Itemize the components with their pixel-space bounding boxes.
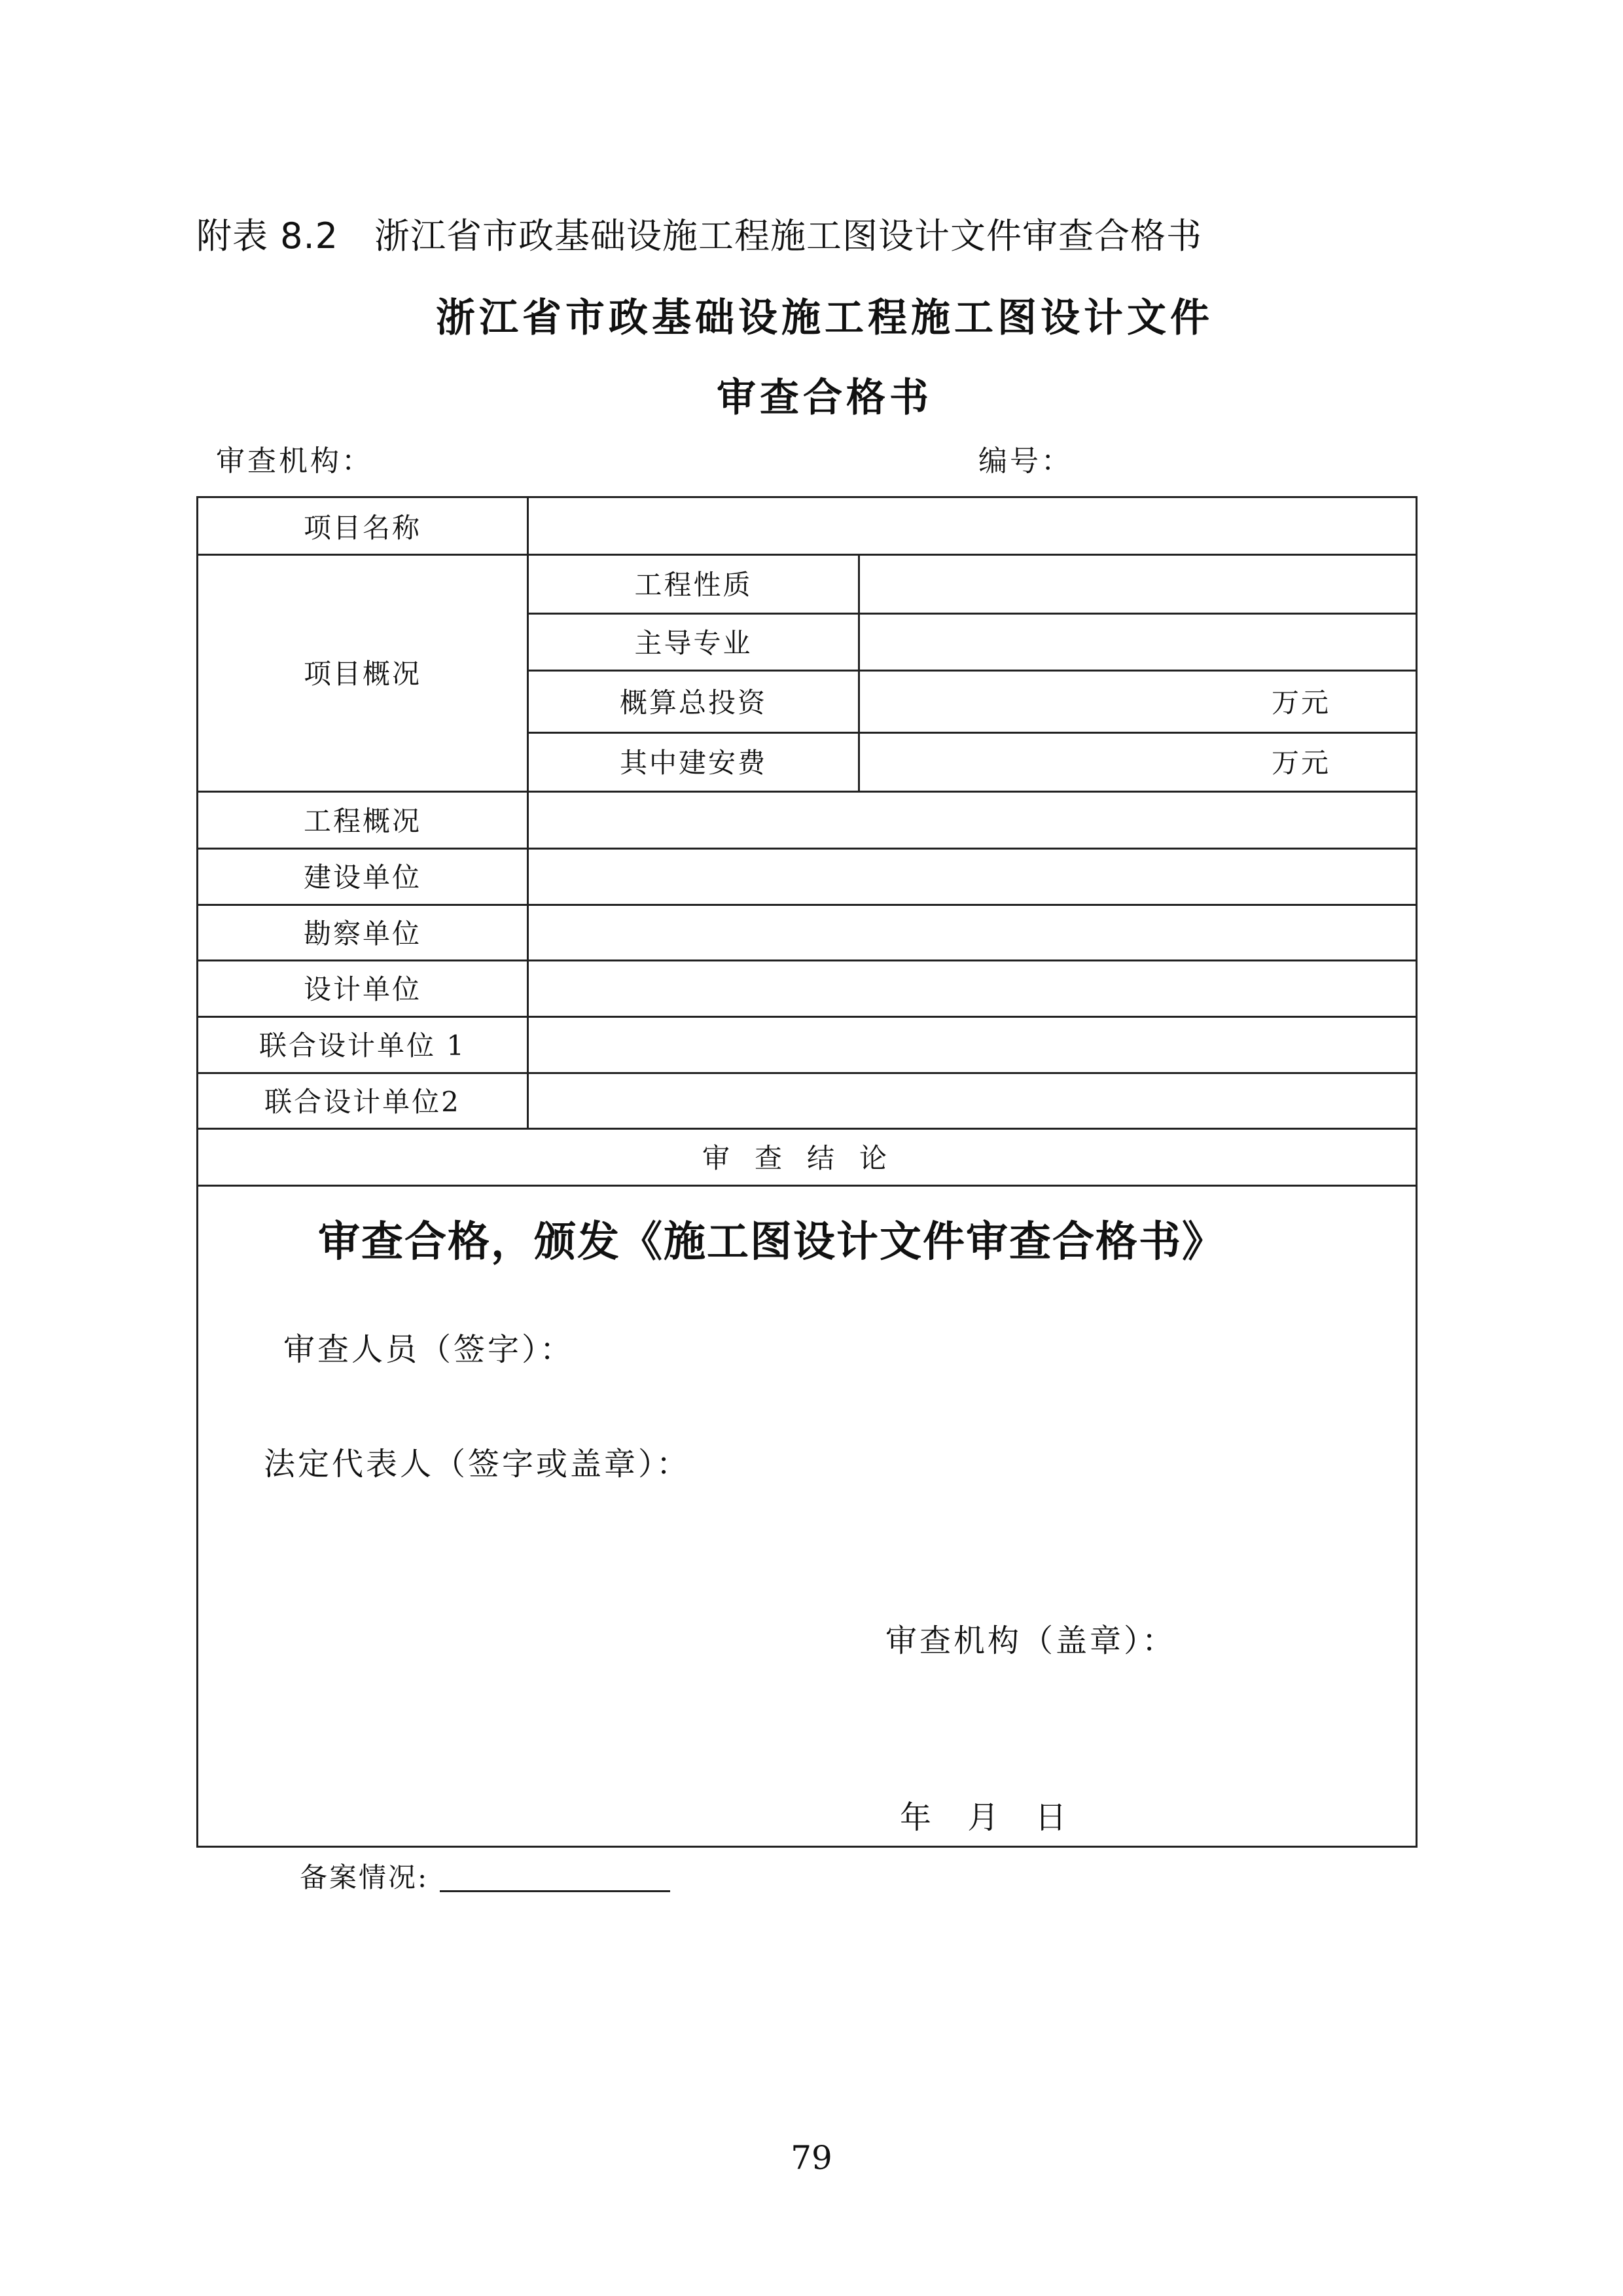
document-title-line2: 审查合格书: [717, 375, 933, 421]
construction-cost-unit: 万元: [1272, 747, 1331, 779]
project-name-label: 项目名称: [303, 511, 421, 544]
number-label: 编号：: [978, 444, 1073, 478]
joint-design-unit-1-label: 联合设计单位 1: [259, 1030, 467, 1062]
filing-status-label: 备案情况:: [300, 1861, 429, 1893]
legal-representative-label: 法定代表人（签字或盖章）：: [264, 1446, 691, 1482]
engineering-nature-field[interactable]: [860, 554, 1416, 613]
date-label: 年 月 日: [900, 1799, 1067, 1836]
construction-cost-label: 其中建安费: [619, 747, 767, 779]
approval-statement: 审查合格，颁发《施工图设计文件审查合格书》: [318, 1218, 1225, 1266]
review-org-label: 审查机构：: [216, 444, 373, 478]
project-overview-label: 项目概况: [303, 658, 421, 690]
page-number: 79: [791, 2139, 832, 2177]
lead-discipline-field[interactable]: [860, 613, 1416, 670]
estimated-investment-label: 概算总投资: [619, 686, 767, 719]
engineering-overview-label: 工程概况: [303, 804, 421, 837]
review-conclusion-header: 审查结论: [702, 1141, 912, 1174]
design-unit-label: 设计单位: [303, 973, 421, 1005]
project-name-field[interactable]: [529, 498, 1416, 554]
filing-status-underline[interactable]: [440, 1890, 670, 1892]
document-title-line1: 浙江省市政基础设施工程施工图设计文件: [436, 295, 1213, 341]
lead-discipline-label: 主导专业: [634, 626, 753, 659]
reviewer-signature-label: 审查人员（签字）：: [283, 1331, 575, 1368]
survey-unit-label: 勘察单位: [303, 917, 421, 950]
estimated-investment-unit: 万元: [1272, 686, 1331, 719]
certificate-table: [196, 496, 1418, 1848]
joint-design-unit-2-label: 联合设计单位2: [264, 1085, 461, 1118]
construction-unit-label: 建设单位: [303, 861, 421, 893]
review-org-seal-label: 审查机构（盖章）：: [885, 1623, 1177, 1659]
attachment-title: 附表 8.2 浙江省市政基础设施工程施工图设计文件审查合格书: [196, 215, 1203, 257]
engineering-nature-label: 工程性质: [634, 569, 753, 601]
